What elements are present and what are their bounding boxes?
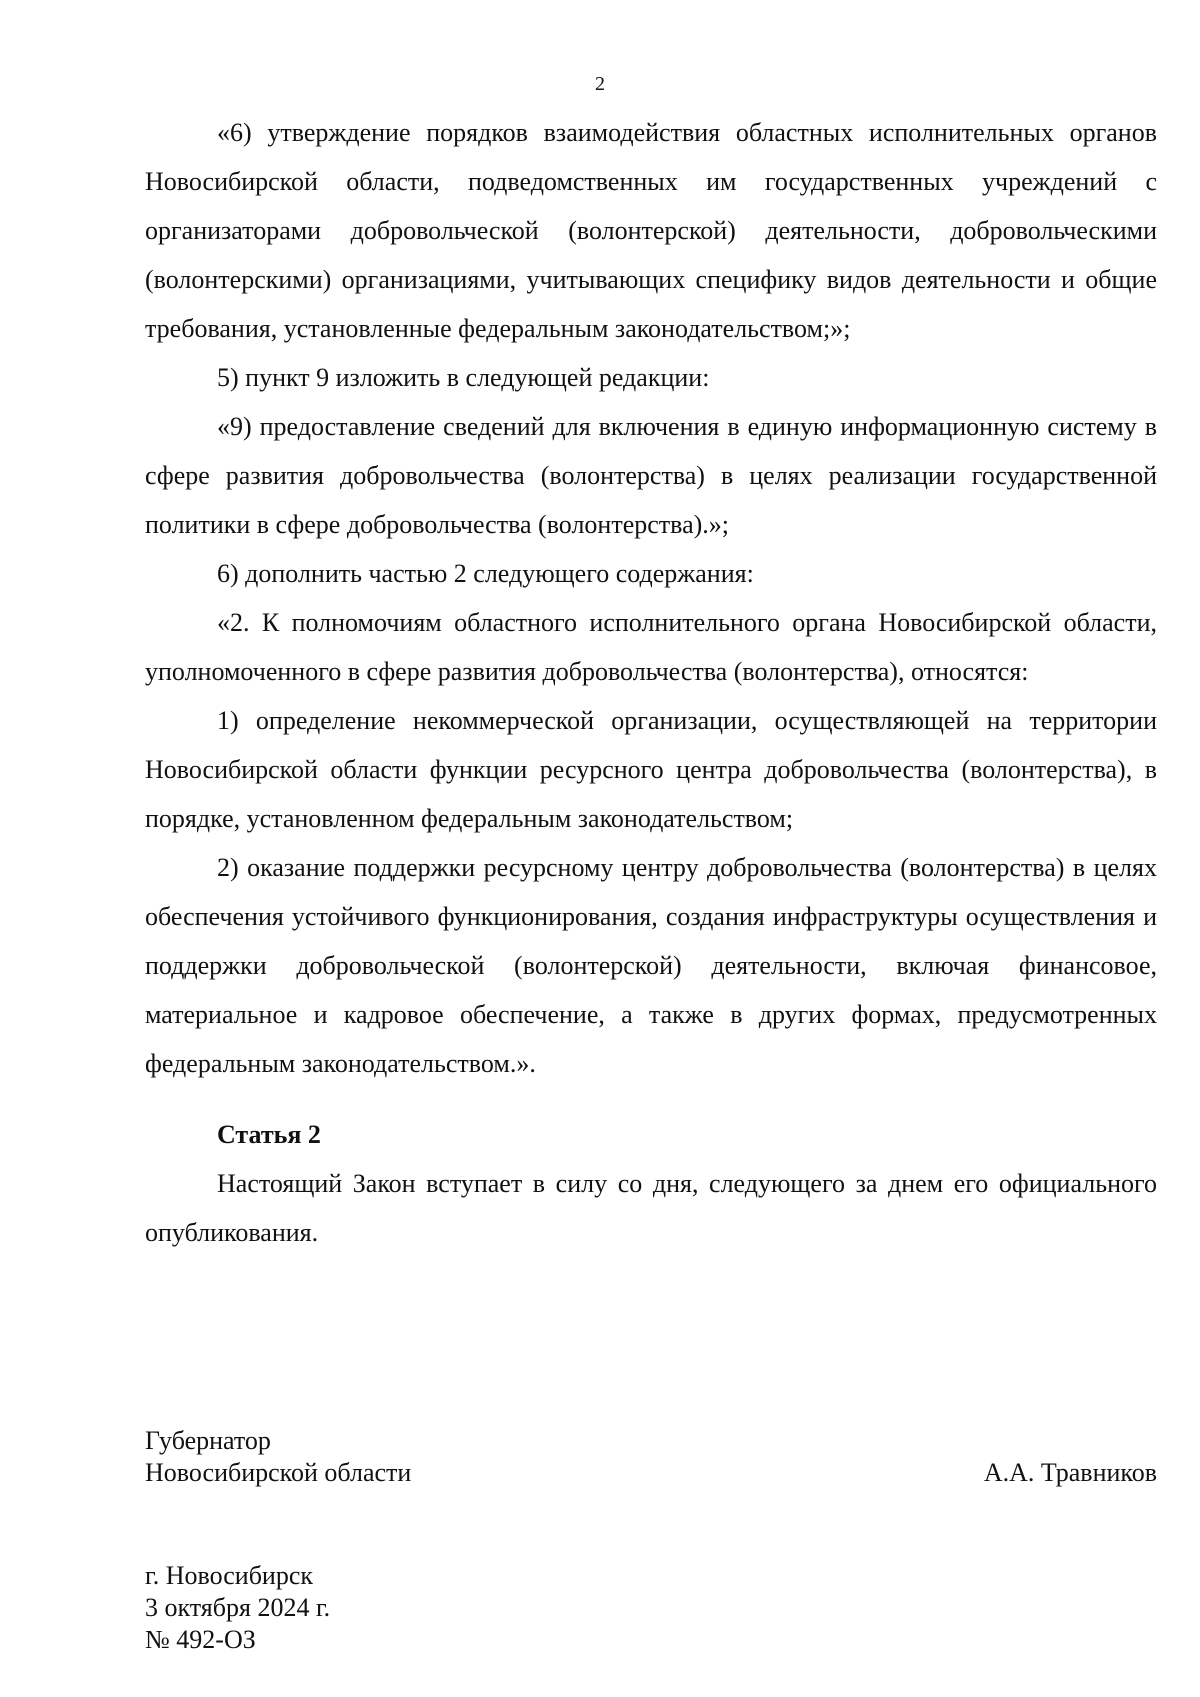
paragraph-amendment-5: 5) пункт 9 изложить в следующей редакции: <box>217 363 710 392</box>
signer-title-line1: Губернатор <box>145 1426 271 1455</box>
signature-row <box>145 1457 1157 1489</box>
article-2-heading: Статья 2 <box>217 1120 321 1149</box>
paragraph-part-2-intro: «2. К полномочиям областного исполнительного органа Новосибирской области, уполномоченного в сфере развития добровольчества (волонтерства), относятся: <box>145 608 1157 686</box>
signature-block <box>145 1425 1157 1489</box>
paragraph-item-9-text: «9) предоставление сведений для включения в единую информационную систему в сфере развития добровольчества (волонтерства) в целях реализации государственной политики в сфере добровольчества (волонтерства).»; <box>145 412 1157 539</box>
city: г. Новосибирск <box>145 1561 314 1590</box>
signer-name: А.А. Травников <box>983 1458 1157 1487</box>
signer-title-line2: Новосибирской области <box>145 1458 412 1487</box>
paragraph-amendment-6: 6) дополнить частью 2 следующего содержания: <box>217 559 754 588</box>
paragraph-item-6-text: «6) утверждение порядков взаимодействия областных исполнительных органов Новосибирской области, подведомственных им государственных учреждений с организаторами добровольческой (волонтерской) деятельности, добровольческими (волонтерскими) организациями, учитывающих специфику видов деятельности и общие требования, установленные федеральным законодательством;»; <box>145 118 1157 343</box>
paragraph-power-2: 2) оказание поддержки ресурсному центру добровольчества (волонтерства) в целях обеспечения устойчивого функционирования, создания инфраструктуры осуществления и поддержки добровольческой (волонтерской) деятельности, включая финансовое, материальное и кадровое обеспечение, а также в других формах, предусмотренных федеральным законодательством.». <box>145 853 1157 1078</box>
document-body <box>145 108 1157 1257</box>
document-footer <box>145 1560 745 1656</box>
document-number: № 492-ОЗ <box>145 1625 256 1654</box>
page-number: 2 <box>595 73 605 95</box>
paragraph-power-1: 1) определение некоммерческой организации, осуществляющей на территории Новосибирской области функции ресурсного центра добровольчества (волонтерства), в порядке, установленном федеральным законодательством; <box>145 706 1157 833</box>
article-2-text: Настоящий Закон вступает в силу со дня, следующего за днем его официального опубликования. <box>145 1169 1157 1247</box>
document-date: 3 октября 2024 г. <box>145 1593 331 1622</box>
